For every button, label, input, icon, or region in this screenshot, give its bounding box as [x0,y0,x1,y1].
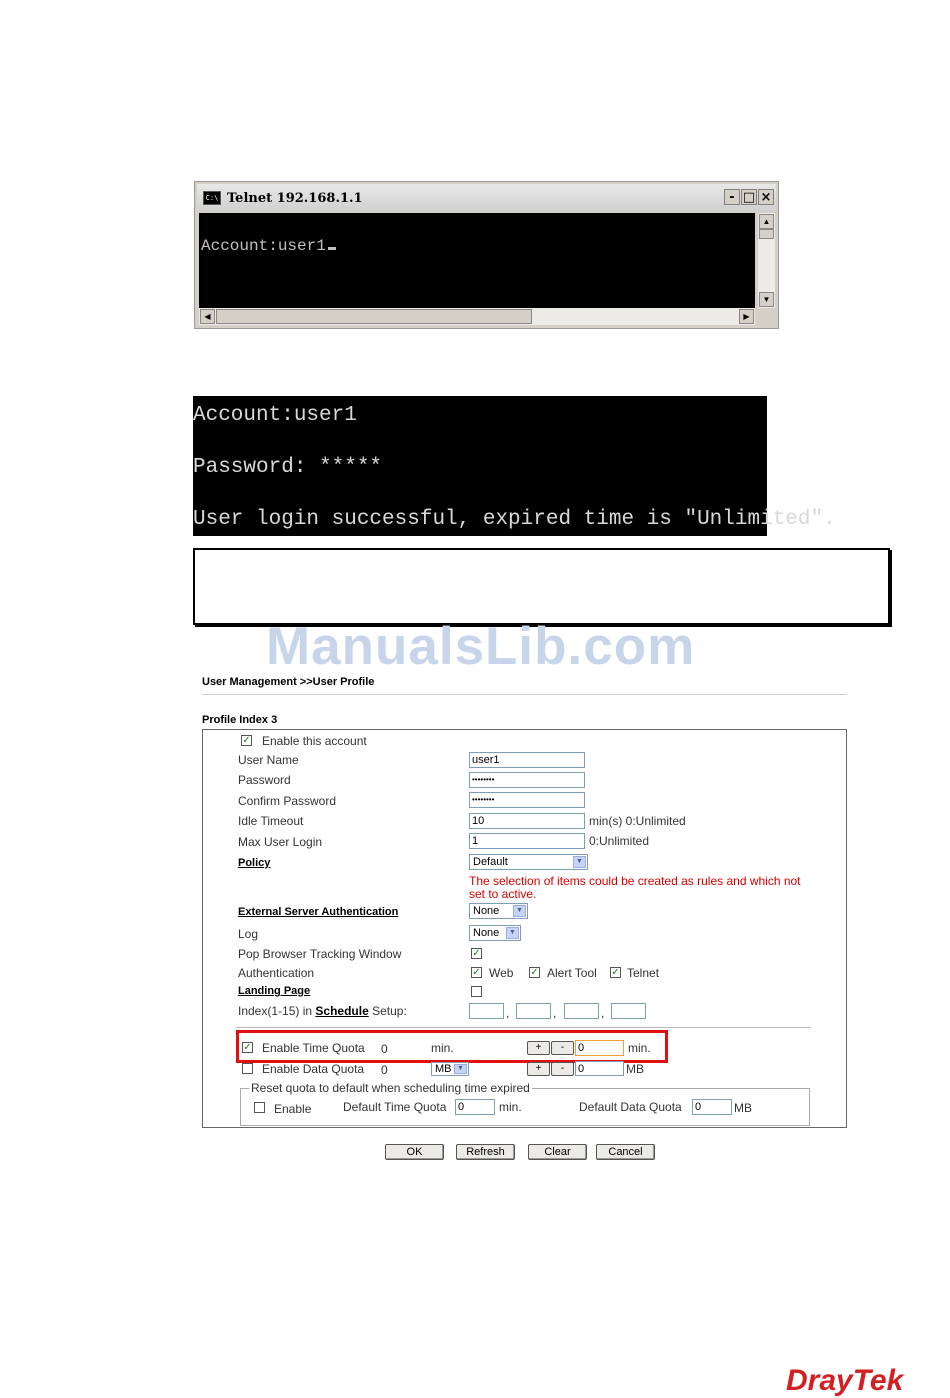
auth-alert-tool-label: Alert Tool [547,966,597,980]
log-select[interactable] [469,925,521,941]
cancel-button[interactable]: Cancel [596,1144,655,1160]
terminal-line-account: Account:user1 [193,404,357,427]
policy-link[interactable]: Policy [238,857,271,869]
policy-note: The selection of items could be created as rules and which not set to active. [469,874,801,901]
time-quota-checkbox[interactable]: ✓ [243,1042,252,1053]
schedule-index-1[interactable] [469,1003,504,1019]
default-time-quota-input[interactable]: 0 [455,1099,495,1115]
cursor [328,247,336,250]
scroll-thumb-h[interactable] [216,309,532,324]
telnet-console[interactable] [199,213,755,308]
data-quota-value: 0 [381,1063,388,1077]
confirm-password-input[interactable]: •••••••• [469,792,585,808]
max-user-login-input[interactable]: 1 [469,833,585,849]
idle-timeout-hint: min(s) 0:Unlimited [589,814,686,828]
schedule-link[interactable]: Schedule [315,1004,369,1018]
landing-page-checkbox[interactable] [471,986,482,997]
enable-account-label: Enable this account [262,734,367,748]
close-icon[interactable]: × [758,189,774,205]
schedule-index-2[interactable] [516,1003,551,1019]
reset-quota-legend: Reset quota to default when scheduling time expired [251,1081,530,1095]
pop-browser-label: Pop Browser Tracking Window [238,947,402,961]
schedule-suffix: Setup: [372,1004,407,1018]
comma: , [601,1006,605,1020]
default-time-quota-label: Default Time Quota [343,1100,447,1114]
terminal-output [193,396,836,536]
chevron-down-icon: ▼ [573,856,586,868]
data-quota-minus-button[interactable]: - [551,1062,574,1076]
external-server-auth-link[interactable]: External Server Authentication [238,906,399,918]
password-input[interactable]: •••••••• [469,772,585,788]
default-time-quota-unit: min. [499,1100,522,1114]
watermark: ManualsLib.com [266,617,696,676]
terminal-line-result: User login successful, expired time is "Unlimited". [193,508,836,531]
ok-button[interactable]: OK [385,1144,444,1160]
password-label: Password [238,773,291,787]
data-quota-plus-button[interactable]: + [527,1062,550,1076]
console-icon: C:\ [203,191,221,205]
default-data-quota-label: Default Data Quota [579,1100,682,1114]
schedule-row [238,1004,407,1018]
time-quota-plus-button[interactable]: + [527,1041,550,1055]
time-quota-input[interactable]: 0 [575,1040,624,1056]
auth-web-checkbox[interactable]: ✓ [472,967,481,978]
maximize-icon[interactable]: □ [742,190,756,205]
scroll-left-icon[interactable]: ◀ [200,309,215,324]
data-quota-unit-value: MB [435,1063,452,1075]
scroll-right-icon[interactable]: ▶ [739,309,754,324]
telnet-prompt: Account:user1 [201,237,326,255]
refresh-button[interactable]: Refresh [456,1144,515,1160]
telnet-window-title: Telnet 192.168.1.1 [227,190,363,206]
pop-browser-checkbox[interactable]: ✓ [472,948,481,959]
data-quota-label: Enable Data Quota [262,1062,365,1076]
divider [202,694,847,695]
default-data-quota-unit: MB [734,1101,752,1115]
telnet-window [194,181,779,329]
time-quota-minus-button[interactable]: - [551,1041,574,1055]
confirm-password-label: Confirm Password [238,794,337,808]
schedule-prefix: Index(1-15) in [238,1004,313,1018]
comma: , [553,1006,557,1020]
time-quota-input-unit: min. [628,1041,651,1055]
log-label: Log [238,927,259,941]
clear-button[interactable]: Clear [528,1144,587,1160]
breadcrumb: User Management >>User Profile [202,676,375,688]
idle-timeout-label: Idle Timeout [238,814,304,828]
auth-alert-tool-checkbox[interactable]: ✓ [530,967,539,978]
time-quota-value: 0 [381,1042,388,1056]
data-quota-input[interactable]: 0 [575,1061,624,1076]
draytek-logo: DrayTek [786,1364,904,1397]
external-auth-select[interactable] [469,903,528,919]
user-name-input[interactable]: user1 [469,752,585,768]
default-data-quota-input[interactable]: 0 [692,1099,732,1115]
chevron-down-icon: ▼ [506,927,519,939]
data-quota-input-unit: MB [626,1062,644,1076]
auth-telnet-checkbox[interactable]: ✓ [611,967,620,978]
comma: , [506,1006,510,1020]
user-name-label: User Name [238,753,299,767]
external-auth-select-value: None [473,905,500,917]
max-user-login-label: Max User Login [238,835,323,849]
auth-web-label: Web [489,966,514,980]
policy-select-value: Default [473,856,508,868]
horizontal-scrollbar[interactable] [199,308,755,325]
enable-account-checkbox[interactable]: ✓ [242,735,251,746]
vertical-scrollbar[interactable] [758,213,775,308]
log-select-value: None [473,927,500,939]
data-quota-checkbox[interactable] [242,1063,253,1074]
chevron-down-icon: ▼ [454,1064,467,1074]
time-quota-unit: min. [431,1041,454,1055]
scroll-thumb[interactable] [759,229,774,239]
max-user-login-hint: 0:Unlimited [589,834,650,848]
schedule-index-4[interactable] [611,1003,646,1019]
reset-enable-checkbox[interactable] [254,1102,265,1113]
terminal-line-password: Password: ***** [193,456,383,479]
authentication-label: Authentication [238,966,315,980]
landing-page-link[interactable]: Landing Page [238,985,311,997]
idle-timeout-input[interactable]: 10 [469,813,585,829]
time-quota-label: Enable Time Quota [262,1041,365,1055]
reset-enable-label: Enable [274,1102,312,1116]
data-quota-unit-select[interactable] [431,1062,469,1076]
minimize-icon[interactable]: - [724,189,740,205]
policy-select[interactable] [469,854,588,870]
chevron-down-icon: ▼ [513,905,526,917]
telnet-title-bar[interactable] [197,184,776,212]
auth-telnet-label: Telnet [627,966,660,980]
profile-index-title: Profile Index 3 [202,714,278,726]
section-divider [236,1027,811,1028]
note-box [193,548,890,625]
scroll-down-icon[interactable]: ▼ [759,292,774,307]
scroll-up-icon[interactable]: ▲ [759,214,774,229]
schedule-index-3[interactable] [564,1003,599,1019]
